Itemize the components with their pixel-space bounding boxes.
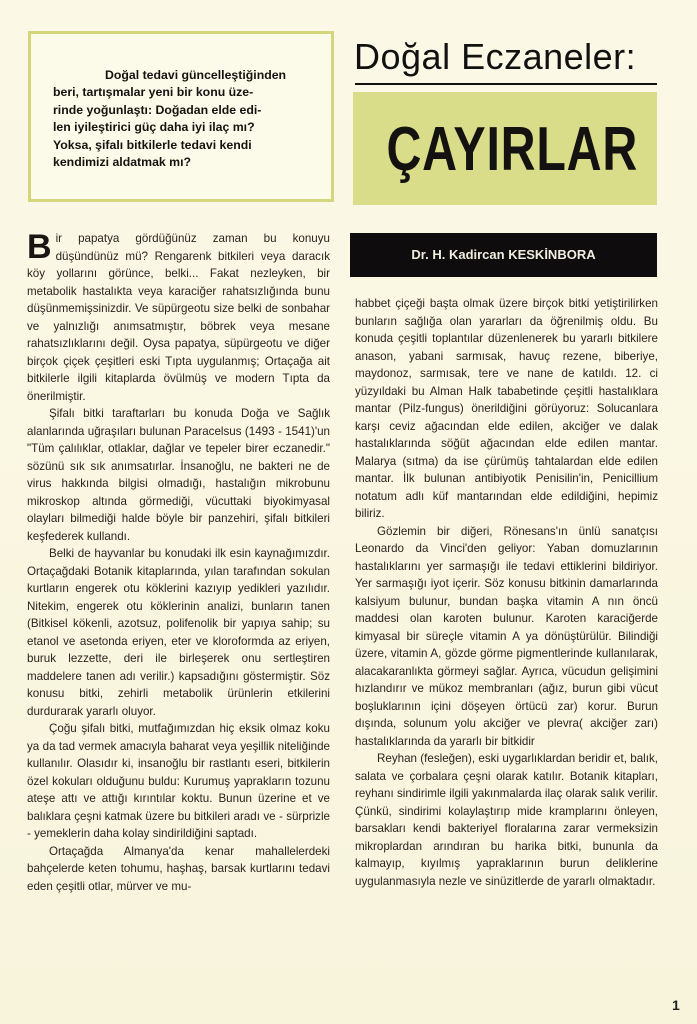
body-paragraph: Belki de hayvanlar bu konudaki ilk esin kaynağımızdır. Ortaçağdaki Botanik kitaplarında, yılan tarafından sokulan kurtların engerek otu köklerini kazıyıp yedikleri yazılıdır. Nitekim, engerek otu köklerinin analizi, bunların tanen (Bitkisel kökenli, azotsuz, polifenolik bir yapıya sahip; su etanol ve asetonda eriyen, eter ve kloroformda az eriyen, buruk lezzette, deri ile birleşerek onu sertleştiren maddelere tanen adı verilir.) kapsadığını göstermiştir. Söz konusu bitki, zehirli metabolik ürünlerin etkilerini durdurarak yararlı oluyor. (27, 547, 330, 718)
body-paragraph: Gözlemin bir diğeri, Rönesans'ın ünlü sanatçısı Leonardo da Vinci'den geliyor: Yaban domuzlarının hastalıklarını yer sarmaşığı ile tedavi ettiklerini bildiriyor. Yer sarmaşığı iyot içerir. Söz konusu bitkinin damarlarında kalsiyum bulunur, bundan başka vitamin A nın öncü maddesi olan karoten bulunur. Karoten karaciğerde kimyasal bir süreçle vitamin A ya dönüştürülür. Bilindiği üzere, vitamin A, gözde görme pigmentlerinde kullanılarak, alacakaranlıkta görmeyi sağlar. Ayrıca, vücudun gelişimini hızlandırır ve mükoz membranları (ağız, burun gibi vücut boşluklarının içini döşeyen örtücü zar) korur. Burun dışında, solunum yolu akciğer ve plevra( akciğer zarı) hastalıklarında da yararlı bir bitkidir (355, 524, 658, 748)
body-paragraph: Reyhan (fesleğen), eski uygarlıklardan beridir et, balık, salata ve çorbalara çeşni olarak katılır. Botanik kitapları, reyhanı sindirimle ilgili yakınmalarda ilaç olarak salık verilir. Çünkü, sindirimi kolaylaştırıp mide kramplarını önleyen, barsakları kendi bakteriyel floralarına zarar vermeksizin mikroplardan arındıran bu harika bitki, bununla da kalmayıp, kıyılmış yapraklarının burun deliklerine uygulanmasıyla nezle ve sinüzitlerde de yararlı olmaktadır. (355, 752, 658, 888)
drop-cap: B (27, 228, 52, 266)
page-number: 1 (672, 997, 680, 1013)
intro-line: kendimizi aldatmak mı? (53, 155, 192, 170)
body-paragraph (27, 230, 330, 405)
intro-text (53, 67, 321, 171)
article-title-band (353, 92, 657, 205)
body-paragraph: Ortaçağda Almanya'da kenar mahallelerdeki bahçelerde keten tohumu, haşhaş, barsak kurtlarını tedavi eden çeşitli otlar, mürver ve mu- (27, 844, 330, 893)
body-column-left (27, 230, 330, 895)
intro-line: rinde yoğunlaştı: Doğadan elde edi- (53, 102, 262, 117)
article-title: ÇAYIRLAR (386, 115, 639, 184)
intro-line: beri, tartışmalar yeni bir konu üze- (53, 85, 254, 100)
intro-line: len iyileştirici güç daha iyi ilaç mı? (53, 120, 255, 135)
body-column-right (355, 295, 658, 890)
author-byline: Dr. H. Kadircan KESKİNBORA (350, 233, 657, 277)
headline-rule (355, 83, 657, 85)
intro-line: Doğal tedavi güncelleştiğinden (105, 68, 287, 82)
body-paragraph: Çoğu şifalı bitki, mutfağımızdan hiç eksik olmaz koku ya da tad vermek amacıyla baharat veya yeşillik niteliğinde kullanılır. Olasıdır ki, insanoğlu bir rastlantı eseri, bitkilerin özel kokuları olduğunu buldu: Kurumuş yaprakların tozunu ateşe attı ve attığı kırıntılar koktu. Bunun üzerine et ve balıklara çeşni katmak üzere bu bitkileri aradı ve - sürprizle - yemeklerin daha kolay sindirildiğini saptadı. (27, 722, 330, 840)
intro-line: Yoksa, şifalı bitkilerle tedavi kendi (53, 137, 252, 152)
body-paragraph: Şifalı bitki taraftarları bu konuda Doğa ve Sağlık alanlarında uğraşıları bulunan Paracelsus (1493 - 1541)'un "Tüm çalılıklar, otlaklar, dağlar ve tepeler birer eczanedir." sözünü sık sık anımsatırlar. İnsanoğlu, ne bakteri ne de virus hakkında bilgisi olmadığı, hastalığın mikrobunu mikroskop altında görmediği, vücuttaki biyokimyasal olayları bilmediği halde böyle bir panzehiri, şifalı bitkileri keşfederek kullandı. (27, 407, 330, 543)
intro-callout-box (28, 31, 334, 202)
series-title: Doğal Eczaneler: (354, 36, 637, 77)
paragraph-text: ir papatya gördüğünüz zaman bu konuyu düşündünüz mü? Rengarenk bitkileri veya daracık köy yollarını görünce, belki... Fakat nezleyken, bir metabolik hastalıkta veya karaciğer rahatsızlığında bunu düşünmemişsinizdir. Ve süpürgeotu size belki de sonbahar ve yalnızlığı anımsatmıştır, böbrek veya mesane rahatsızlıklarını değil. Oysa papatya, süpürgeotu ve diğer birçok çiçek çeşitleri eski Tıpta uygulanmış; Ortaçağa ait bitkilerle ilgili kitaplarda övülmüş ve modern Tıpta da önerilmiştir. (27, 232, 330, 403)
body-paragraph: habbet çiçeği başta olmak üzere birçok bitki yetiştirilirken bunların sağlığa olan yararları da öğrenilmiş oldu. Bu konuda çeşitli toplantılar düzenlenerek bu yararlı bitkilere anason, yabani sarmısak, havuç rezene, biberiye, maydonoz, sarmısak, tere ve nane de katıldı. 12. ci yüzyıldaki bu Alman Halk tababetinde çeşitli hastalıklara mantar (Pilz-fungus) önerildiğini görüyoruz: Solucanlara karşı ceviz ağacından elde edilen, akciğer ve dalak hastalıklarında söğüt ağacından elde edilen mantar. Malarya (sıtma) da ise çürümüş tahtalardan elde edilen mantar. İlk bulunan antibiyotik Penisilin'in, Penicillium notatum adlı küf mantarından elde edildiğini, hepimiz biliriz. (355, 297, 658, 520)
